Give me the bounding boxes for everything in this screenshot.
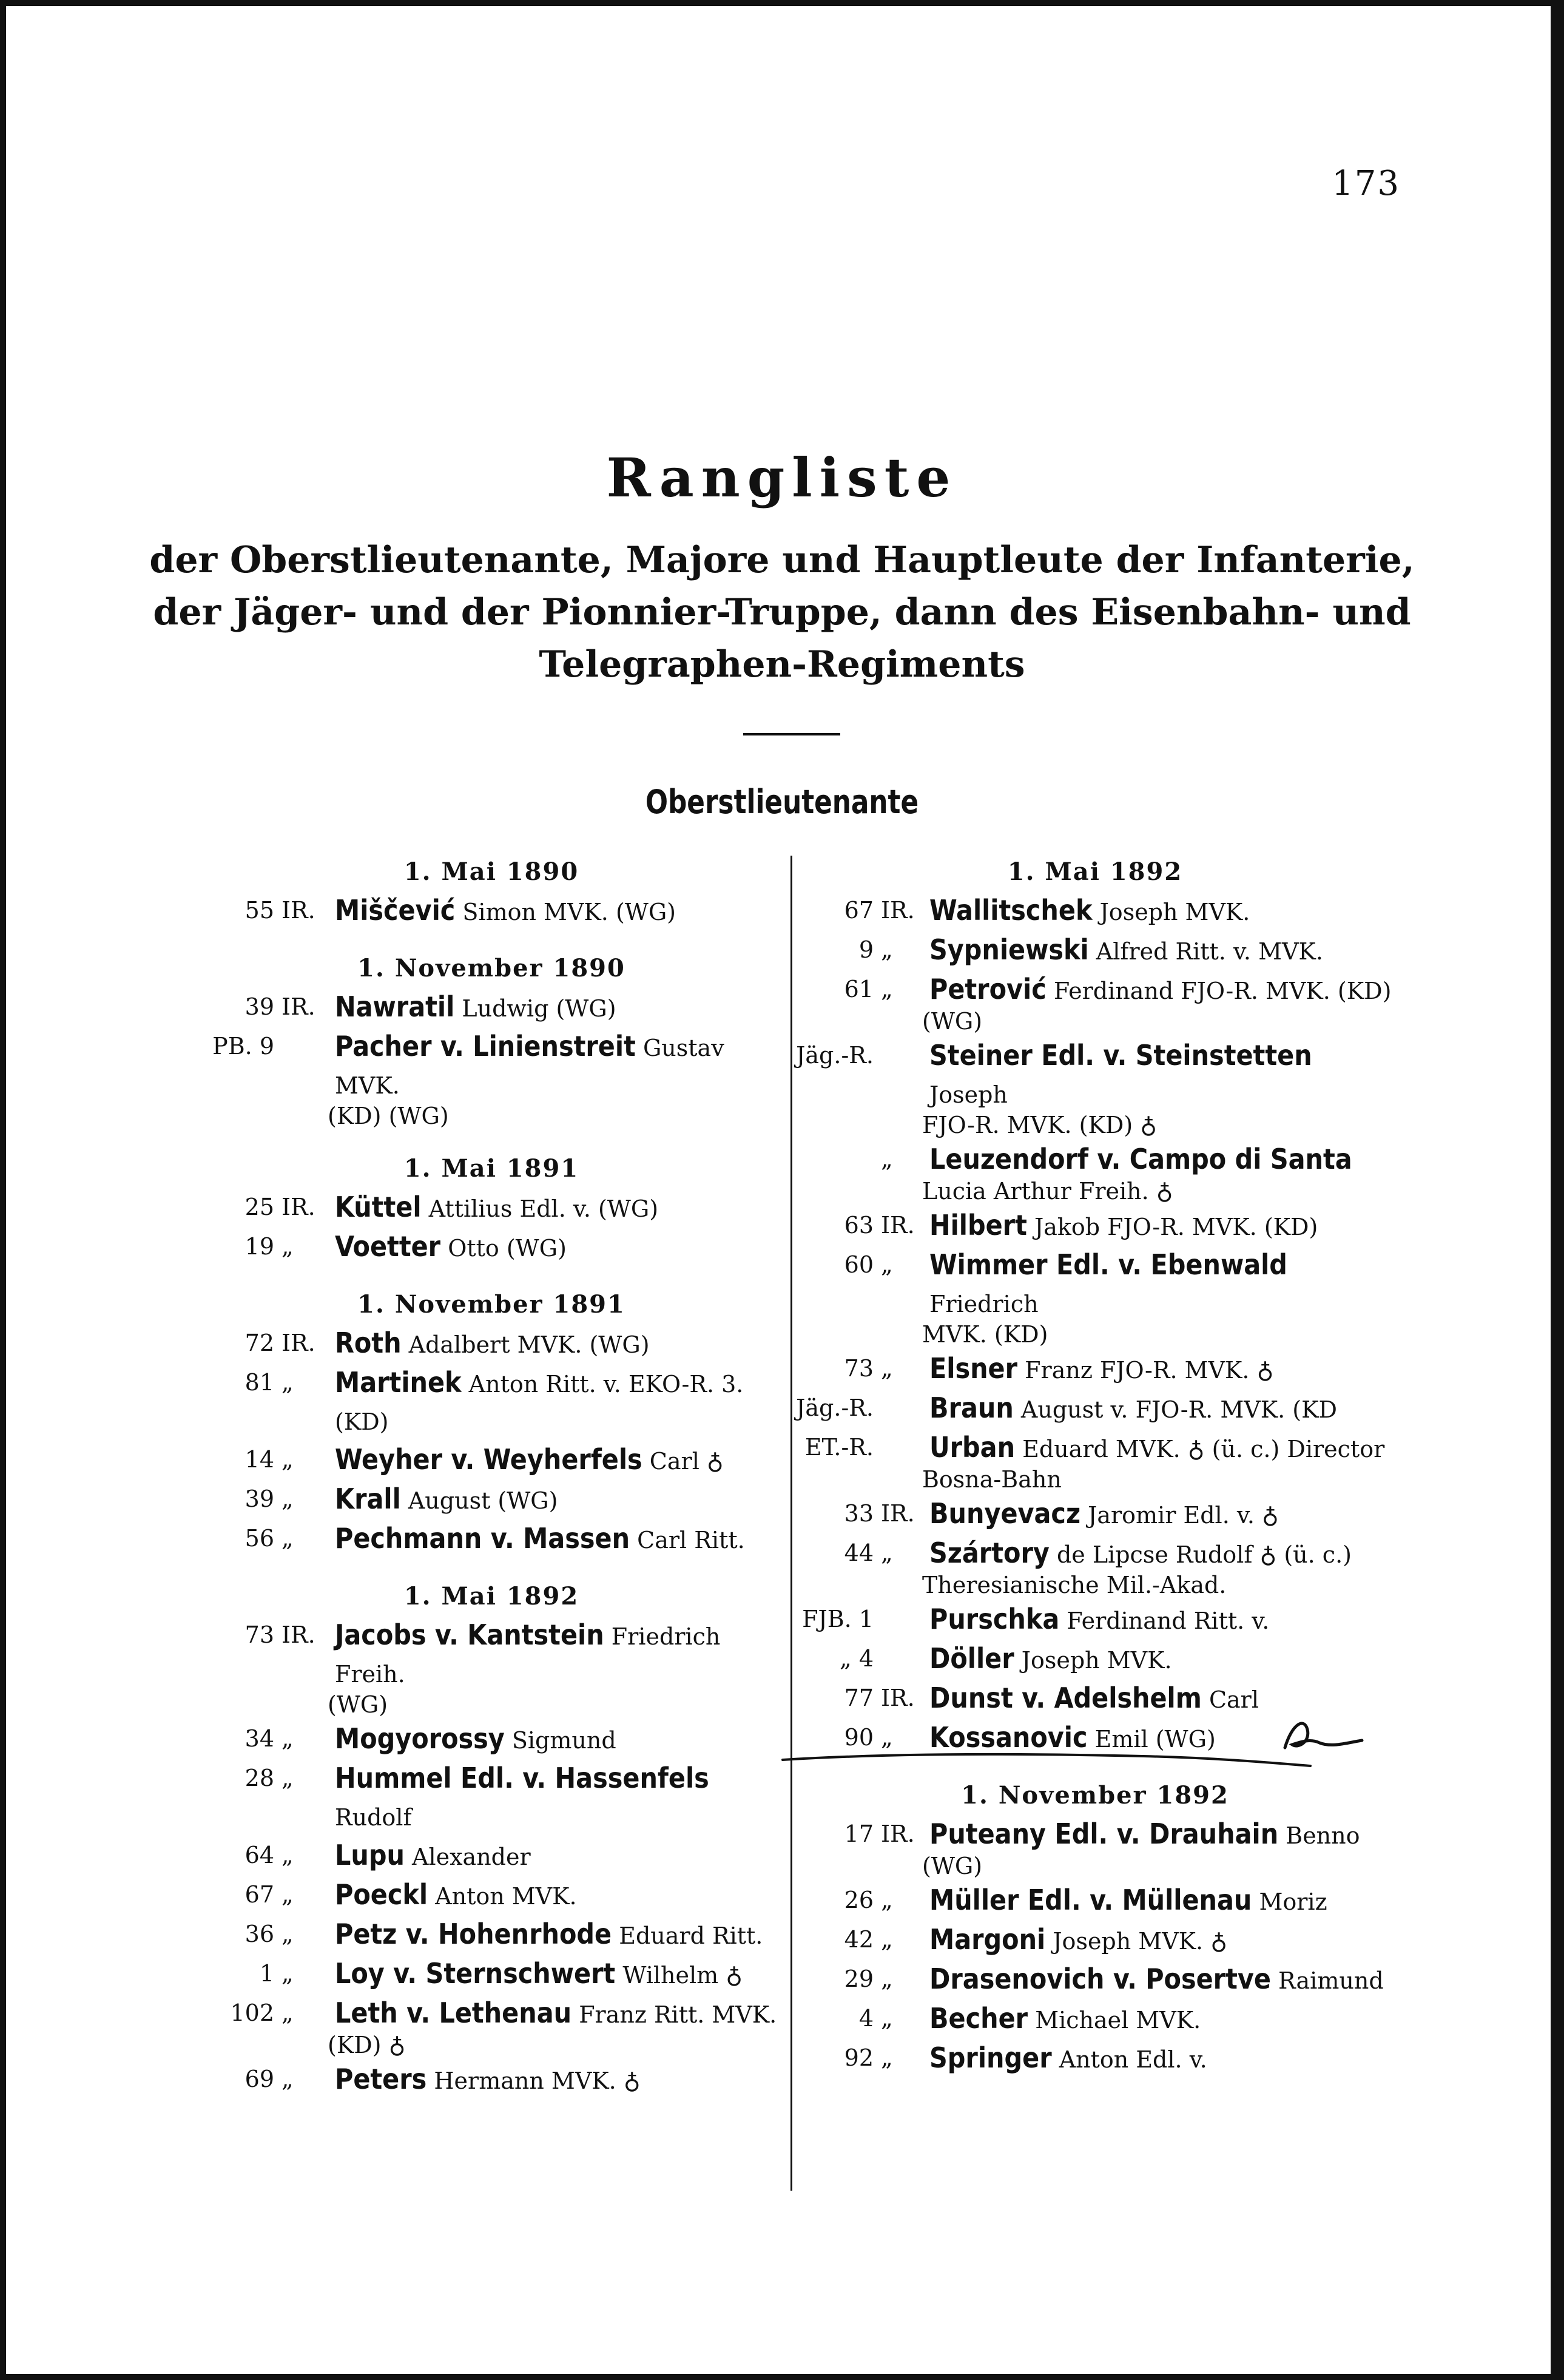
entry-number: 72 (244, 1330, 274, 1356)
entry-text (335, 1441, 783, 1480)
entry-number: PB. 9 (212, 1033, 274, 1060)
officer-name: Leuzendorf v. Campo di Santa (929, 1143, 1352, 1175)
entry-regiment (274, 1027, 335, 1104)
entry-regiment: „ (281, 1486, 294, 1512)
roster-entry (200, 1915, 783, 1955)
roster-entry (200, 1876, 783, 1915)
officer-details: Franz Ritt. MVK. (579, 2001, 777, 2028)
entry-continuation: MVK. (KD) (922, 1321, 1048, 1348)
entry-regiment: „ (281, 1369, 294, 1396)
roster-entry (795, 1534, 1395, 1574)
entry-text (929, 1921, 1395, 1960)
entry-number: 28 (244, 1765, 274, 1791)
entry-text (335, 1994, 783, 2033)
roster-entry (795, 1960, 1395, 2000)
entry-text (335, 1915, 783, 1955)
title-rule (743, 733, 840, 735)
officer-details: Otto (WG) (448, 1235, 567, 1262)
officer-name: Nawratil (335, 990, 455, 1023)
entry-continuation: Bosna-Bahn (922, 1466, 1062, 1493)
entry-text (929, 2000, 1395, 2039)
entry-regiment: „ (881, 1966, 893, 1992)
officer-details: August (WG) (408, 1487, 558, 1514)
roster-entry (200, 1480, 783, 1520)
entry-number (795, 1140, 874, 1180)
entry-regiment: IR. (881, 1212, 915, 1239)
entry-text (335, 2060, 783, 2100)
entry-text (929, 1246, 1395, 1323)
officer-name: Mogyorossy (335, 1722, 505, 1755)
date-heading: 1. November 1892 (961, 1781, 1229, 1810)
entry-number: 55 (244, 897, 274, 924)
entry-regiment: IR. (281, 1194, 315, 1220)
entry-regiment: „ (881, 1926, 893, 1953)
entry-text (929, 1206, 1395, 1246)
entry-text (929, 1350, 1395, 1389)
entry-number: Jäg.-R. (796, 1395, 874, 1421)
entry-number: 26 (844, 1887, 874, 1913)
entry-number: 42 (844, 1926, 874, 1953)
officer-details: Friedrich (929, 1291, 1039, 1317)
entry-number: 36 (244, 1921, 274, 1947)
roster-entry (795, 2039, 1395, 2078)
officer-name: Sypniewski (929, 933, 1089, 966)
officer-name: Elsner (929, 1352, 1018, 1385)
officer-name: Krall (335, 1482, 401, 1515)
officer-name: Voetter (335, 1230, 441, 1263)
entry-text (929, 1495, 1395, 1534)
officer-details: Alexander (412, 1844, 531, 1870)
entry-number: 92 (844, 2044, 874, 2071)
roster-entry (200, 1364, 783, 1441)
entry-regiment: IR. (881, 1685, 915, 1711)
entry-number: 69 (244, 2066, 274, 2092)
entry-regiment: „ (881, 1251, 893, 1278)
entry-text (929, 1881, 1395, 1921)
entry-text (335, 1720, 783, 1759)
page-title: Rangliste (606, 446, 958, 509)
entry-number: 14 (244, 1446, 274, 1473)
roster-entry (795, 1640, 1395, 1679)
officer-details: Rudolf (335, 1804, 412, 1831)
roster-entry (795, 1921, 1395, 1960)
roster-entry (200, 1228, 783, 1267)
entry-text (929, 1534, 1395, 1574)
entry-regiment: IR. (881, 897, 915, 924)
entry-text (335, 1364, 783, 1441)
officer-name: Pacher v. Linienstreit (335, 1030, 636, 1063)
officer-details: Ferdinand FJO-R. MVK. (KD) (1053, 978, 1392, 1004)
officer-details: Ferdinand Ritt. v. (1067, 1608, 1270, 1634)
entry-text (335, 1759, 783, 1836)
section-heading: Oberstlieutenante (645, 783, 919, 821)
officer-details: Michael MVK. (1035, 2007, 1201, 2033)
entry-number: 17 (844, 1820, 874, 1847)
entry-number: 19 (244, 1233, 274, 1260)
officer-name: Poeckl (335, 1878, 428, 1911)
entry-text (335, 1228, 783, 1267)
entry-text (335, 1616, 783, 1693)
entry-text (929, 1428, 1395, 1468)
officer-details: Eduard Ritt. (619, 1922, 763, 1949)
officer-name: Martinek (335, 1366, 462, 1399)
roster-entry (200, 1441, 783, 1480)
entry-continuation: FJO-R. MVK. (KD) ♁ (922, 1112, 1158, 1138)
officer-details: de Lipcse Rudolf ♁ (ü. c.) (1056, 1541, 1352, 1568)
entry-number: 102 (230, 2000, 274, 2026)
entry-regiment: „ (281, 1881, 294, 1908)
entry-regiment: „ (281, 1725, 294, 1752)
roster-entry (200, 1759, 783, 1836)
officer-name: Kossanovic (929, 1721, 1088, 1754)
roster-entry (200, 1188, 783, 1228)
column-divider (790, 856, 792, 2191)
subtitle-line-1: der Oberstlieutenante, Majore und Hauptleute der Infanterie, (149, 539, 1415, 581)
officer-name: Peters (335, 2063, 427, 2095)
officer-details: Joseph MVK. (1099, 899, 1250, 925)
entry-regiment: IR. (881, 1820, 915, 1847)
officer-details: Carl Ritt. (637, 1527, 745, 1553)
officer-details: Joseph MVK. (1021, 1647, 1172, 1674)
roster-entry (795, 1206, 1395, 1246)
entry-number: ET.-R. (804, 1434, 874, 1461)
officer-name: Jacobs v. Kantstein (335, 1618, 604, 1651)
roster-entry (200, 1520, 783, 1559)
officer-name: Purschka (929, 1603, 1060, 1635)
entry-text (929, 1960, 1395, 2000)
officer-name: Urban (929, 1431, 1016, 1464)
entry-continuation: (KD) ♁ (328, 2032, 406, 2058)
officer-name: Roth (335, 1327, 402, 1359)
entry-continuation: (KD) (WG) (328, 1103, 449, 1129)
entry-number: 39 (244, 993, 274, 1020)
left-column (200, 853, 783, 2100)
officer-details: Sigmund (511, 1727, 616, 1754)
roster-entry (795, 1600, 1395, 1640)
roster-entry (200, 2060, 783, 2100)
entry-number: 73 (844, 1355, 874, 1382)
entry-regiment (874, 1428, 929, 1468)
entry-number: 90 (844, 1724, 874, 1751)
roster-entry (795, 1389, 1395, 1428)
entry-text (335, 1027, 783, 1104)
entry-regiment: „ (281, 1233, 294, 1260)
officer-details: Benno (1286, 1822, 1360, 1849)
entry-regiment: „ (881, 1146, 893, 1172)
roster-entry (795, 1036, 1395, 1114)
entry-regiment: IR. (281, 897, 315, 924)
officer-details: Gustav MVK. (335, 1035, 724, 1099)
entry-text (929, 1815, 1395, 1854)
officer-name: Müller Edl. v. Müllenau (929, 1884, 1252, 1916)
entry-number: 81 (244, 1369, 274, 1396)
roster-entry (795, 1495, 1395, 1534)
entry-text (335, 1876, 783, 1915)
entry-text (335, 891, 783, 931)
roster-entry (200, 1616, 783, 1693)
officer-details: Ludwig (WG) (462, 995, 616, 1022)
entry-text (335, 1188, 783, 1228)
officer-details: Adalbert MVK. (WG) (408, 1331, 650, 1358)
officer-name: Bunyevacz (929, 1497, 1081, 1530)
officer-name: Petrović (929, 973, 1047, 1006)
officer-details: Simon MVK. (WG) (462, 899, 676, 925)
entry-regiment: „ (281, 1446, 294, 1473)
entry-regiment (874, 1389, 929, 1428)
entry-number: 25 (244, 1194, 274, 1220)
officer-details: Hermann MVK. ♁ (434, 2067, 641, 2094)
date-heading: 1. Mai 1890 (403, 857, 579, 886)
entry-regiment: „ (881, 1540, 893, 1566)
officer-name: Margoni (929, 1923, 1046, 1956)
officer-details: Jaromir Edl. v. ♁ (1088, 1502, 1279, 1529)
entry-number: 64 (244, 1842, 274, 1868)
roster-entry (200, 1955, 783, 1994)
officer-details: Joseph MVK. ♁ (1053, 1928, 1227, 1955)
officer-details: Franz FJO-R. MVK. ♁ (1025, 1357, 1274, 1384)
roster-entry (795, 931, 1395, 970)
page-number: 173 (1332, 164, 1400, 203)
entry-text (929, 1036, 1395, 1114)
roster-entry (200, 1027, 783, 1104)
entry-continuation: (WG) (922, 1008, 983, 1035)
officer-details: Alfred Ritt. v. MVK. (1096, 938, 1323, 965)
officer-details: Anton Edl. v. (1059, 2046, 1207, 2073)
officer-details: Emil (WG) (1094, 1726, 1216, 1753)
entry-regiment: „ (881, 1355, 893, 1382)
entry-continuation: (WG) (922, 1853, 983, 1879)
entry-text (335, 1955, 783, 1994)
entry-regiment: „ (281, 1525, 294, 1552)
entry-text (335, 1836, 783, 1876)
entry-regiment: „ (881, 1887, 893, 1913)
date-heading: 1. Mai 1891 (403, 1154, 579, 1183)
officer-name: Puteany Edl. v. Drauhain (929, 1817, 1279, 1850)
roster-entry (200, 1994, 783, 2033)
entry-regiment: „ (881, 936, 893, 963)
entry-number: 73 (244, 1621, 274, 1648)
entry-number: 4 (858, 2005, 874, 2032)
entry-regiment: „ (281, 1960, 294, 1987)
entry-text (929, 1389, 1395, 1428)
roster-entry (200, 891, 783, 931)
entry-number: 9 (858, 936, 874, 963)
entry-text (929, 1600, 1395, 1640)
entry-regiment: „ (281, 1921, 294, 1947)
officer-details: Wilhelm ♁ (622, 1962, 743, 1989)
roster-entry (200, 988, 783, 1027)
officer-details: Anton MVK. (435, 1883, 577, 1910)
officer-details: Raimund (1278, 1967, 1384, 1994)
officer-name: Braun (929, 1391, 1014, 1424)
date-heading: 1. November 1890 (357, 954, 625, 982)
entry-continuation: Theresianische Mil.-Akad. (922, 1572, 1227, 1598)
entry-number: 77 (844, 1685, 874, 1711)
roster-entry (795, 1815, 1395, 1854)
date-heading: 1. Mai 1892 (1007, 857, 1183, 886)
entry-number: 67 (844, 897, 874, 924)
entry-regiment (874, 1640, 929, 1679)
entry-number: Jäg.-R. (796, 1042, 874, 1069)
entry-number: 60 (844, 1251, 874, 1278)
entry-number: „ 4 (840, 1645, 874, 1672)
roster-entry (200, 1324, 783, 1364)
subtitle-line-3: Telegraphen-Regiments (539, 643, 1025, 686)
entry-text (335, 1324, 783, 1364)
entry-regiment (874, 1036, 929, 1114)
roster-entry (795, 1350, 1395, 1389)
officer-details: Friedrich Freih. (335, 1623, 721, 1688)
officer-name: Küttel (335, 1191, 422, 1223)
entry-regiment: „ (881, 2005, 893, 2032)
roster-entry (200, 1836, 783, 1876)
right-column (795, 853, 1395, 2078)
entry-number: 1 (259, 1960, 274, 1987)
officer-name: Becher (929, 2002, 1028, 2035)
entry-regiment: IR. (281, 993, 315, 1020)
officer-details: Carl (1208, 1686, 1259, 1713)
entry-number: 33 (844, 1500, 874, 1527)
entry-continuation: (WG) (328, 1691, 388, 1718)
entry-regiment: „ (281, 1765, 294, 1791)
officer-name: Döller (929, 1642, 1014, 1675)
roster-entry (795, 970, 1395, 1010)
subtitle-line-2: der Jäger- und der Pionnier-Truppe, dann des Eisenbahn- und (153, 591, 1411, 634)
entry-text (929, 1640, 1395, 1679)
officer-name: Pechmann v. Massen (335, 1522, 630, 1555)
entry-number: 29 (844, 1966, 874, 1992)
officer-details: Attilius Edl. v. (WG) (428, 1195, 659, 1222)
roster-entry (795, 1428, 1395, 1468)
entry-number: 67 (244, 1881, 274, 1908)
entry-regiment: IR. (281, 1330, 315, 1356)
officer-details: August v. FJO-R. MVK. (KD (1020, 1396, 1337, 1423)
roster-entry (795, 891, 1395, 931)
date-heading: 1. November 1891 (357, 1290, 625, 1319)
entry-regiment: „ (281, 1842, 294, 1868)
officer-name: Drasenovich v. Posertve (929, 1962, 1271, 1995)
officer-details: Carl ♁ (649, 1448, 724, 1475)
roster-entry (200, 1720, 783, 1759)
roster-entry (795, 1881, 1395, 1921)
officer-name: Dunst v. Adelshelm (929, 1682, 1202, 1714)
officer-name: Szártory (929, 1537, 1050, 1569)
officer-name: Springer (929, 2041, 1052, 2074)
entry-regiment: „ (881, 1724, 893, 1751)
entry-number: 39 (244, 1486, 274, 1512)
officer-name: Steiner Edl. v. Steinstetten (929, 1039, 1312, 1072)
officer-name: Leth v. Lethenau (335, 1996, 572, 2029)
entry-number: 56 (244, 1525, 274, 1552)
pen-strike-line (780, 1748, 1313, 1772)
officer-details: Joseph (929, 1081, 1008, 1108)
roster-entry (795, 2000, 1395, 2039)
entry-number: 61 (844, 976, 874, 1002)
entry-number: 63 (844, 1212, 874, 1239)
entry-regiment: „ (281, 2000, 294, 2026)
entry-regiment: IR. (281, 1621, 315, 1648)
entry-regiment (874, 1600, 929, 1640)
entry-number: 44 (844, 1540, 874, 1566)
entry-text (335, 988, 783, 1027)
entry-text (929, 970, 1395, 1010)
officer-name: Lupu (335, 1839, 405, 1871)
entry-text (929, 891, 1395, 931)
entry-text (929, 931, 1395, 970)
scan-edge (1551, 0, 1564, 2380)
officer-details: Jakob FJO-R. MVK. (KD) (1034, 1214, 1318, 1240)
officer-name: Hummel Edl. v. Hassenfels (335, 1762, 709, 1794)
roster-entry (795, 1140, 1395, 1180)
roster-entry (795, 1246, 1395, 1323)
entry-regiment: „ (881, 2044, 893, 2071)
officer-details: Anton Ritt. v. EKO-R. 3. (KD) (335, 1371, 744, 1435)
entry-number: 34 (244, 1725, 274, 1752)
officer-name: Miščević (335, 894, 456, 927)
officer-name: Loy v. Sternschwert (335, 1957, 616, 1990)
entry-regiment: IR. (881, 1500, 915, 1527)
entry-text (335, 1520, 783, 1559)
entry-number: FJB. 1 (802, 1606, 874, 1632)
officer-name: Weyher v. Weyherfels (335, 1443, 642, 1476)
officer-name: Petz v. Hohenrhode (335, 1918, 612, 1950)
entry-continuation: Lucia Arthur Freih. ♁ (922, 1178, 1173, 1205)
entry-text (929, 2039, 1395, 2078)
entry-text (929, 1140, 1395, 1180)
officer-details: Eduard MVK. ♁ (ü. c.) Director (1022, 1436, 1385, 1462)
officer-name: Wimmer Edl. v. Ebenwald (929, 1248, 1287, 1281)
officer-details: Moriz (1259, 1888, 1327, 1915)
date-heading: 1. Mai 1892 (403, 1582, 579, 1611)
entry-regiment: „ (281, 2066, 294, 2092)
officer-name: Hilbert (929, 1209, 1027, 1242)
entry-regiment: „ (881, 976, 893, 1002)
entry-text (335, 1480, 783, 1520)
officer-name: Wallitschek (929, 894, 1093, 927)
